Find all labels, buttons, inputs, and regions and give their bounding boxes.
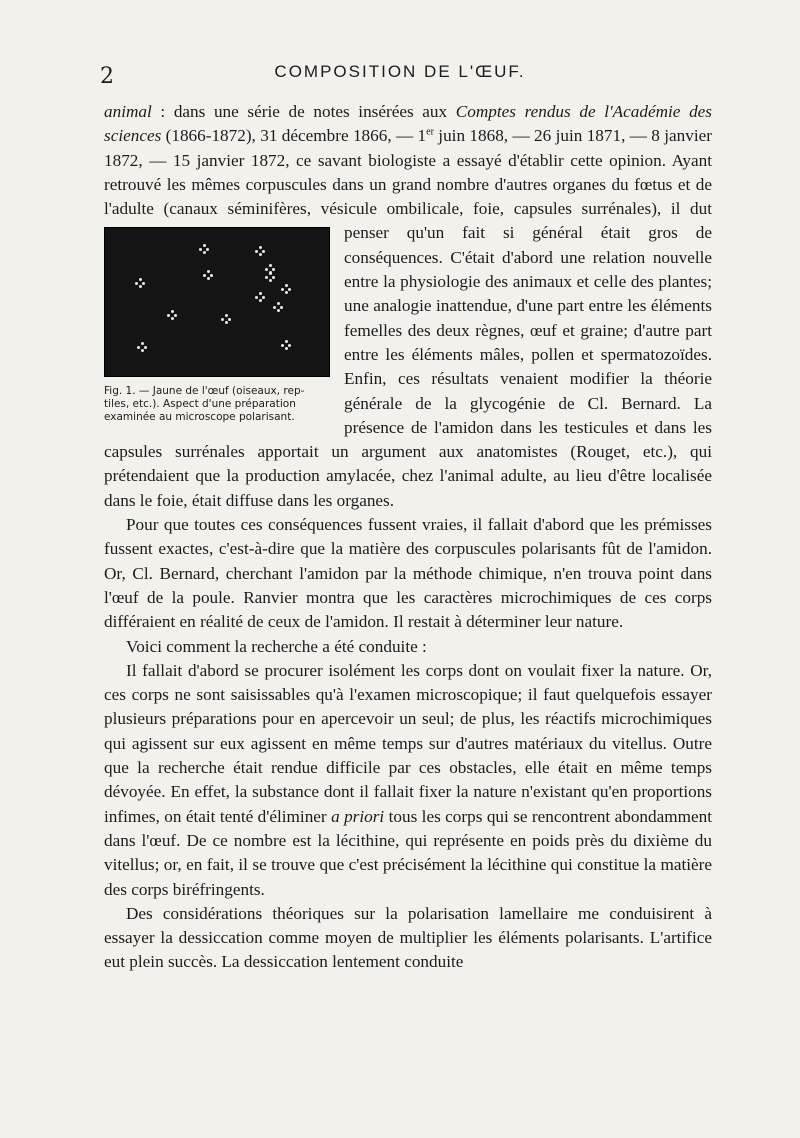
polarized-corpuscle-icon: [221, 314, 231, 324]
p1-text-c-continued: fait si général était gros de conséquences. C'était d'abord une relation nouvelle entre la physiologie des animaux et celle des plantes; une analogie inattendue, d'une part entre les éléments femelles des deux règnes, œuf et graine; d'autre part entre les éléments mâles, pollen et spermatozoïdes. Enfin, ces résultats venaient modifier la théorie générale de la glycogénie de Cl. Bernard. La présence de l'amidon dans les testicules et dans les capsules surrénales apportait un argument aux anatomistes (Rouget, etc.), qui prétendaient que la production amylacée, chez l'animal adulte, au lieu d'être localisée dans le foie, était diffuse dans les organes.: [104, 223, 712, 510]
p4-text-a: Il fallait d'abord se procurer isolément les corps dont on voulait fixer la nature. Or, ces corps ne sont saisissables qu'à l'examen microscopique; il faut quelquefois essayer plusieurs préparations pour en apercevoir un seul; de plus, les réactifs microchimiques qui agissent sur eux agissent en même temps sur d'autres matériaux du vitellus. Outre que la recherche était rendue difficile par ces obstacles, elle était en même temps dévoyée. En effet, la substance dont il fallait fixer la nature n'existant qu'en proportions infimes, on était tenté d'éliminer: [104, 660, 712, 826]
paragraph-4: [104, 659, 712, 902]
paragraph-5: Des considérations théoriques sur la polarisation lamellaire me conduisirent à essayer la dessiccation comme moyen de multiplier les éléments polarisants. L'artifice eut plein succès. La dessiccation lentement conduite: [104, 903, 712, 972]
polarized-corpuscle-icon: [203, 270, 213, 280]
figure-caption: [104, 385, 328, 424]
polarized-corpuscle-icon: [167, 310, 177, 320]
p1-text-b: (1866-1872), 31 décembre 1866, — 1: [161, 126, 427, 146]
polarized-corpuscle-icon: [281, 284, 291, 294]
p1-text-a: : dans une série de notes insérées aux: [151, 102, 456, 121]
caption-line: examinée au microscope polarisant.: [104, 411, 295, 424]
polarized-corpuscle-icon: [281, 340, 291, 350]
polarized-corpuscle-icon: [199, 244, 209, 254]
polarized-corpuscle-icon: [255, 292, 265, 302]
polarized-corpuscle-icon: [255, 246, 265, 256]
figure-1: [104, 227, 328, 424]
page-number: 2: [100, 64, 115, 89]
italic-lead: animal: [104, 102, 152, 121]
polarized-corpuscle-icon: [135, 278, 145, 288]
caption-line: Fig. 1. — Jaune de l'œuf (oiseaux, rep-: [104, 385, 305, 398]
italic-a-priori: a priori: [331, 806, 385, 826]
microscope-specimen-image: [104, 227, 330, 377]
polarized-corpuscle-icon: [273, 302, 283, 312]
polarized-corpuscle-icon: [265, 264, 275, 274]
paragraph-3: Voici comment la recherche a été conduite :: [126, 636, 427, 656]
caption-line: tiles, etc.). Aspect d'une préparation: [104, 398, 296, 411]
p1-text-c-start: juin 1868, — 26 juin 1871, — 8 janvier 1872, — 15 janvier 1872, ce savant biologiste a essayé d'établir cette opinion. Ayant retrouvé les mêmes corpuscules dans un grand nombre d'autres organes du fœtus et de l'adulte (canaux séminifères, vésicule ombilicale, foie, capsules surrénales), il dut penser qu'un: [104, 126, 712, 243]
p4-text-b: tous les corps qui se rencontrent abondamment dans l'œuf. De ce nombre est la lécithine, qui représente en poids près du dixième du vitellus; or, en fait, il se trouve que c'est précisément la lécithine qui constitue la matière des corps biréfringents.: [104, 806, 712, 899]
paragraph-2: Pour que toutes ces conséquences fussent vraies, il fallait d'abord que les prémisses fussent exactes, c'est-à-dire que la matière des corpuscules polarisants fût de l'amidon. Or, Cl. Bernard, cherchant l'amidon par la méthode chimique, n'en trouva point dans l'œuf de la poule. Ranvier montra que les caractères microchimiques de ces corps différaient en réalité de ceux de l'amidon. Il restait à déterminer leur nature.: [104, 515, 712, 632]
page-body: [104, 100, 712, 975]
source-title: Comptes rendus de l'Académie des sciences: [104, 102, 712, 146]
ordinal-suffix: er: [426, 126, 434, 138]
paragraph-1: [104, 100, 712, 513]
polarized-corpuscle-icon: [137, 342, 147, 352]
running-title: COMPOSITION DE L'ŒUF.: [274, 62, 526, 81]
